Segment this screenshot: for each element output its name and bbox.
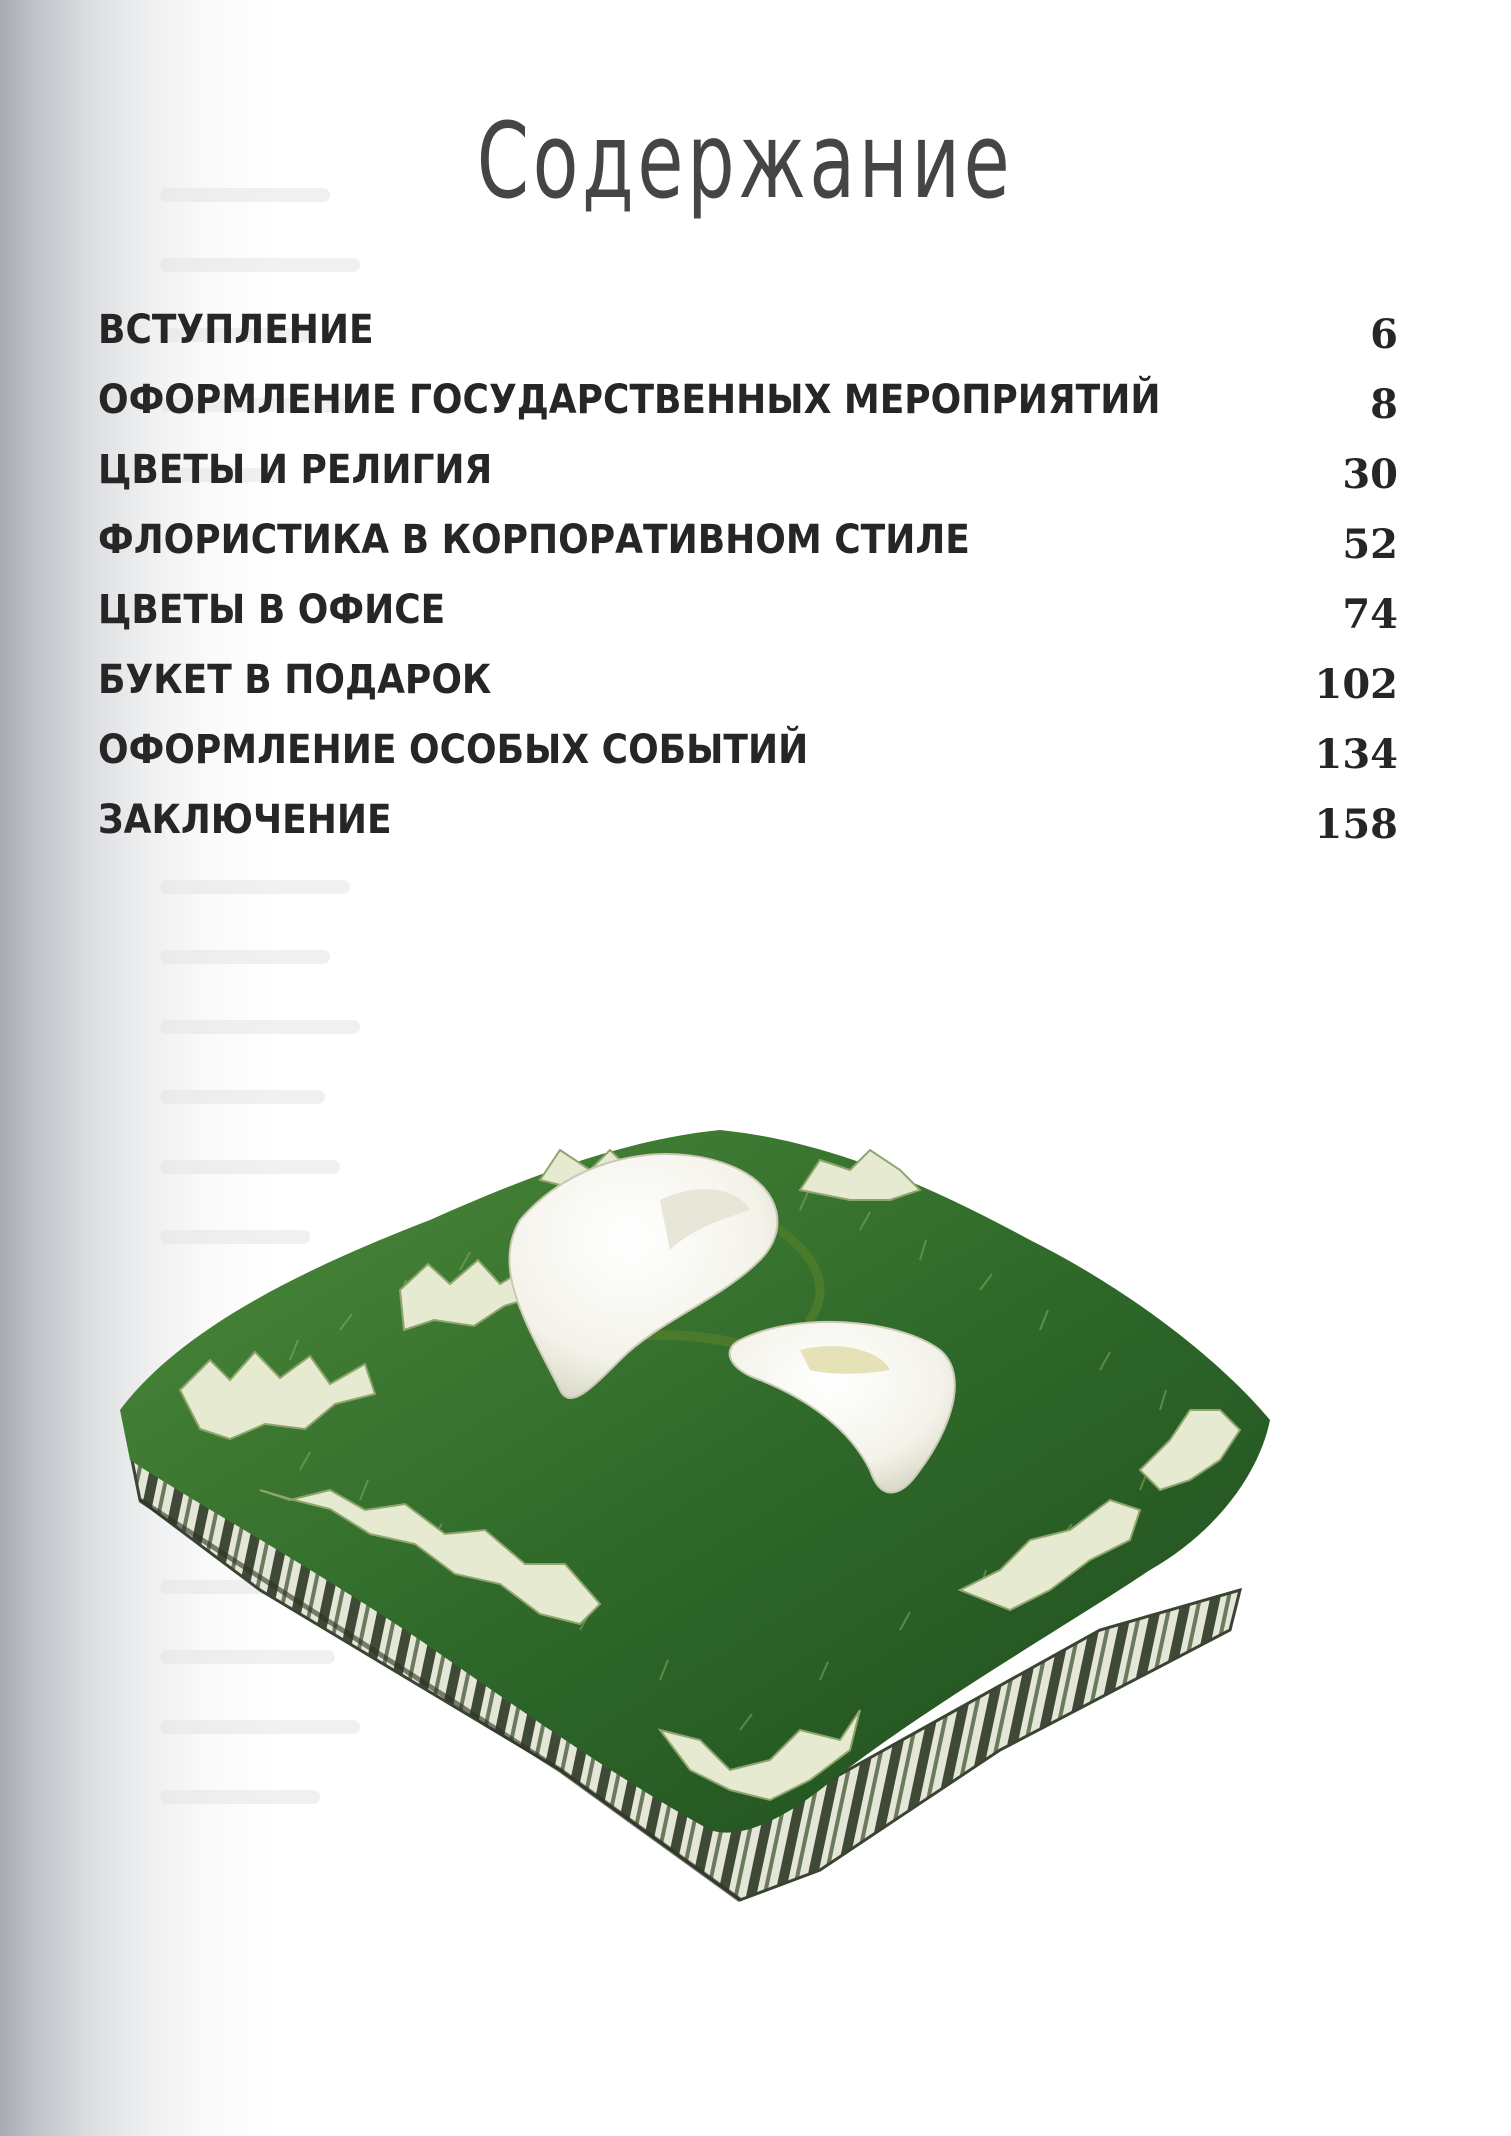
toc-entry[interactable]	[98, 517, 1398, 587]
toc-entry-page: 8	[1370, 381, 1398, 428]
toc-entry[interactable]	[98, 587, 1398, 657]
toc-entry-page: 52	[1342, 521, 1398, 568]
toc-entry-title: ОФОРМЛЕНИЕ ОСОБЫХ СОБЫТИЙ	[98, 727, 809, 773]
toc-entry[interactable]	[98, 727, 1398, 797]
toc-entry[interactable]	[98, 657, 1398, 727]
toc-entry-title: ФЛОРИСТИКА В КОРПОРАТИВНОМ СТИЛЕ	[98, 517, 970, 563]
toc-entry[interactable]	[98, 797, 1398, 867]
page-title: Содержание	[476, 100, 1014, 222]
toc-entry-page: 30	[1342, 451, 1398, 498]
toc-entry-page: 102	[1314, 661, 1398, 708]
toc-entry-title: ОФОРМЛЕНИЕ ГОСУДАРСТВЕННЫХ МЕРОПРИЯТИЙ	[98, 377, 1161, 423]
toc-entry-title: БУКЕТ В ПОДАРОК	[98, 657, 492, 703]
toc-entry-page: 74	[1342, 591, 1398, 638]
toc-entry[interactable]	[98, 377, 1398, 447]
toc-entry-title: ЗАКЛЮЧЕНИЕ	[98, 797, 392, 843]
toc-entry-title: ВСТУПЛЕНИЕ	[98, 307, 374, 353]
toc-entry-page: 134	[1314, 731, 1398, 778]
toc-entry[interactable]	[98, 447, 1398, 517]
toc-entry-page: 6	[1370, 311, 1398, 358]
floral-arrangement-photo	[100, 1030, 1330, 1950]
toc-entry-page: 158	[1314, 801, 1398, 848]
toc-entry-title: ЦВЕТЫ В ОФИСЕ	[98, 587, 446, 633]
toc-entry-title: ЦВЕТЫ И РЕЛИГИЯ	[98, 447, 493, 493]
toc-entry[interactable]	[98, 307, 1398, 377]
table-of-contents	[98, 307, 1398, 867]
